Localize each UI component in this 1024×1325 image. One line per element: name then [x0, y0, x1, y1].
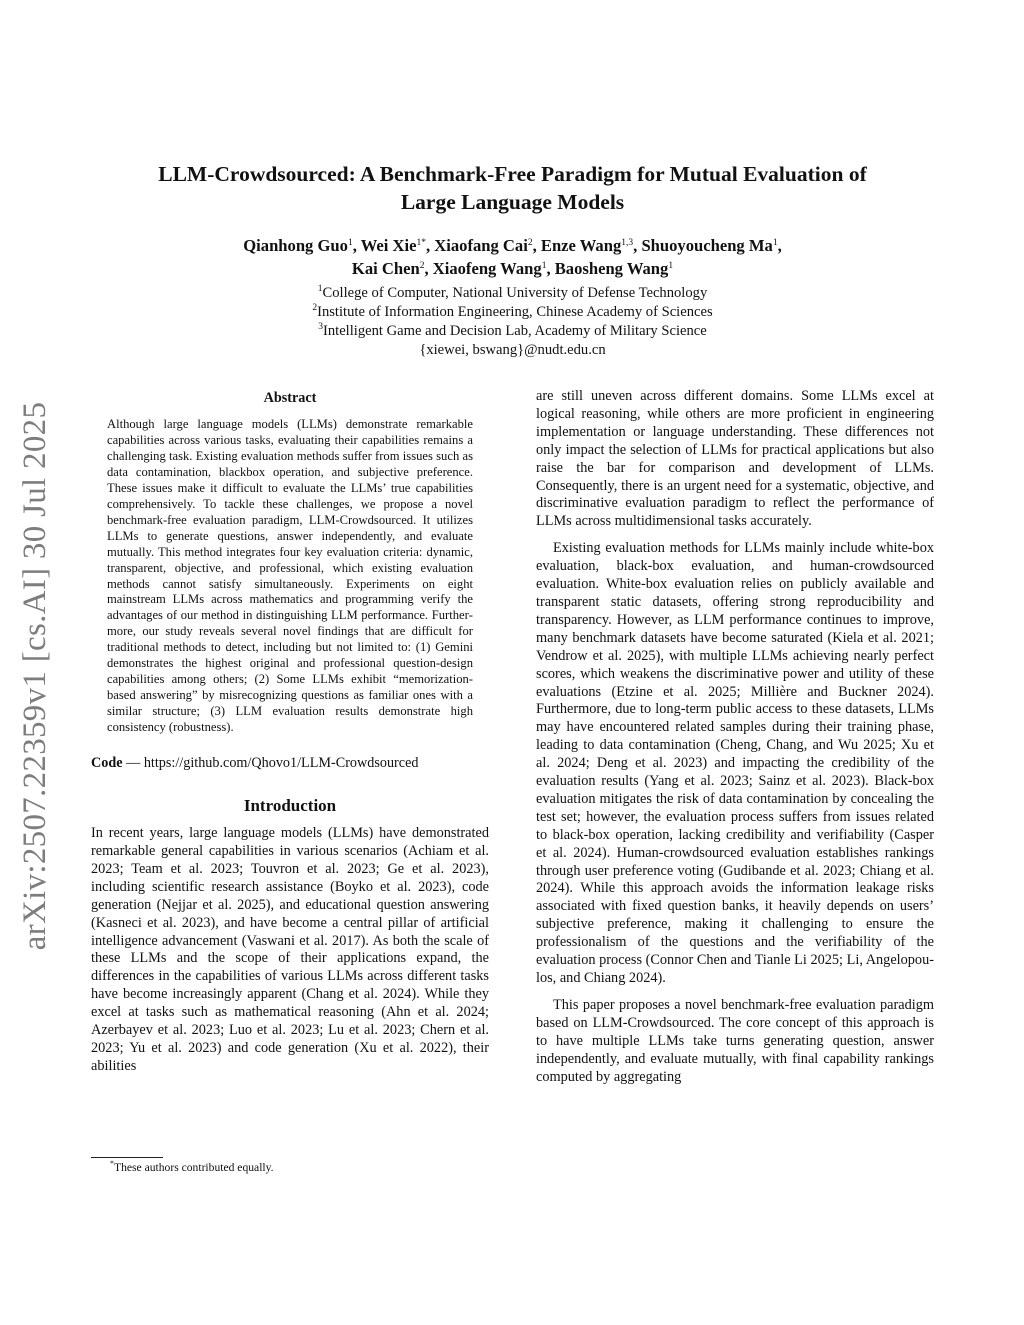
author-affiliation-mark: 1	[347, 238, 353, 248]
footnote	[110, 1161, 274, 1175]
code-separator: —	[122, 755, 144, 772]
code-repository-link[interactable]: https://github.com/Qhovo1/LLM-Crowdsourced	[143, 755, 419, 772]
author-name: Xiaofang Cai	[434, 236, 528, 255]
intro-paragraph-2: Existing evaluation methods for LLMs mainly include white-box evaluation, black-box evaluation, and human-crowdsourced evaluation. White-box evaluation relies on publicly available and transparent static datasets, offering strong reproducibility and transparency. However, as LLM performance continues to improve, many benchmark datasets have become saturated (Kiela et al. 2021; Vendrow et al. 2025), with multiple LLMs achieving nearly perfect scores, which weakens the discriminative power and utility of these evaluations (Etzine et al. 2025; Millière and Buckner 2024). Furthermore, due to long-term public access to these datasets, LLMs may have encountered related samples during their training phase, leading to data contamination (Cheng, Chang, and Wu 2025; Xu et al. 2024; Deng et al. 2023) and impacting the credibility of the evaluation results (Yang et al. 2023; Sainz et al. 2023). Black-box evaluation mitigates the risk of data contamination by concealing the test set; however, the evaluation process suffers from issues related to black-box operation, lacking credibility and verifiability (Casper et al. 2024). Human-crowdsourced evaluation establishes rankings through user preference voting (Gudibande et al. 2023; Chiang et al. 2024). While this approach avoids the information leakage risks associated with fixed question banks, it heavily depends on users’ subjective preference, making it challenging to ensure the professionalism of the questions and the verifiability of the evaluation process (Connor Chen and Tianle Li 2025; Li, Angelopoulos, and Chiang 2024).	[536, 540, 934, 986]
introduction-heading: Introduction	[243, 796, 337, 816]
title-line-2: Large Language Models	[400, 190, 625, 214]
author-affiliation-mark: 2	[419, 261, 425, 271]
intro-paragraph-1-continued: are still uneven across different domains. Some LLMs excel at logical reasoning, while others are more proficient in engineering implementation or language understanding. These differences not only impact the selection of LLMs for practical applications but also raise the bar for comparison and development of LLMs. Consequently, there is an urgent need for a systematic, objective, and discriminative evaluation paradigm to reflect the performance of LLMs across multidimensional tasks accurately.	[536, 388, 934, 530]
left-column	[91, 388, 489, 1076]
affiliation-3	[90, 322, 935, 341]
author-name: Xiaofeng Wang	[432, 259, 542, 278]
author-affiliation-mark: 2	[527, 238, 533, 248]
affiliation-mark: 3	[318, 322, 323, 332]
author-affiliation-mark: 1	[772, 238, 778, 248]
affiliation-1	[90, 284, 935, 303]
code-label: Code	[91, 755, 123, 772]
paper-title	[90, 160, 935, 216]
right-column	[536, 388, 934, 1086]
paper-header	[90, 160, 935, 360]
footnote-text: These authors contributed equally.	[114, 1161, 274, 1174]
author-name: Wei Xie	[360, 236, 417, 255]
affiliation-text: College of Computer, National University of Defense Technology	[322, 285, 708, 301]
arxiv-identifier[interactable]: arXiv:2507.22359v1 [cs.AI] 30 Jul 2025	[17, 401, 53, 951]
title-line-1: LLM-Crowdsourced: A Benchmark-Free Paradigm for Mutual Evaluation of	[158, 162, 867, 186]
abstract-heading: Abstract	[263, 390, 317, 406]
author-list	[90, 234, 935, 280]
intro-paragraph-1: In recent years, large language models (LLMs) have demonstrated remarkable general capabilities in various scenarios (Achiam et al. 2023; Team et al. 2023; Touvron et al. 2023; Ge et al. 2023), including scientific research assistance (Boyko et al. 2023), code generation (Nejjar et al. 2025), and educational question answering (Kasneci et al. 2023), and have become a central pillar of artificial intelligence advancement (Vaswani et al. 2017). As both the scale of these LLMs and the scope of their applications expand, the differences in the capabilities of various LLMs across different tasks have become increasingly apparent (Chang et al. 2024). While they excel at tasks such as mathematical reasoning (Ahn et al. 2024; Azerbayev et al. 2023; Luo et al. 2023; Lu et al. 2023; Chern et al. 2023; Yu et al. 2023) and code generation (Xu et al. 2022), their abilities	[91, 825, 489, 1074]
author-line-2: Kai Chen$^2$, Xiaofeng Wang$^1$, Baosheng Wang$^1$	[351, 259, 674, 278]
author-line-1: Qianhong Guo$^1$, Wei Xie$^{1*}$, Xiaofang Cai$^2$, Enze Wang$^{1,3}$, Shuoyoucheng Ma$^1$,	[243, 236, 782, 255]
author-affiliation-mark: 1	[541, 261, 547, 271]
author-affiliation-mark: 1	[668, 261, 674, 271]
footnote-mark: *	[110, 1159, 114, 1168]
author-name: Baosheng Wang	[554, 259, 669, 278]
affiliation-text: Institute of Information Engineering, Chinese Academy of Sciences	[317, 304, 713, 320]
author-name: Kai Chen	[351, 259, 420, 278]
affiliation-text: Intelligent Game and Decision Lab, Academy of Military Science	[322, 323, 707, 339]
affiliation-mark: 1	[317, 284, 323, 294]
author-affiliation-mark: 1*	[416, 238, 426, 248]
affiliation-2	[90, 303, 935, 322]
intro-paragraph-3: This paper proposes a novel benchmark-free evaluation paradigm based on LLM-Crowdsourced. The core concept of this approach is to have multiple LLMs take turns generating question, answer independently, and evaluate mutually, with final capability rankings computed by aggregating	[536, 996, 934, 1085]
author-name: Shuoyoucheng Ma	[641, 236, 773, 255]
abstract-text: Although large language models (LLMs) demonstrate remarkable capabilities across various tasks, evaluating their capabilities remains a challenging task. Existing evaluation methods suffer from issues such as data contamination, blackbox operation, and subjective preference. These issues make it difficult to evaluate the LLMs’ true capabilities comprehensively. To tackle these challenges, we propose a novel benchmark-free evaluation paradigm, LLM-Crowdsourced. It utilizes LLMs to generate questions, answer independently, and evaluate mutually. This method integrates four key evaluation criteria: dynamic, transparent, objective, and professional, which existing evaluation methods cannot satisfy simultaneously. Experiments on eight mainstream LLMs across mathematics and programming verify the advantages of our method in distinguishing LLM performance. Furthermore, our study reveals several novel findings that are difficult for traditional methods to detect, including but not limited to: (1) Gemini demonstrates the highest original and professional question-design capabilities among others; (2) Some LLMs exhibit “memorization-based answering” by misrecognizing questions as familiar ones with a similar structure; (3) LLM evaluation results demonstrate high consistency (robustness).	[107, 417, 473, 735]
affiliation-list	[90, 284, 935, 360]
footnote-divider	[91, 1157, 163, 1158]
author-name: Qianhong Guo	[243, 236, 348, 255]
author-affiliation-mark: 1,3	[621, 238, 634, 248]
author-name: Enze Wang	[540, 236, 622, 255]
code-link-line	[91, 754, 489, 773]
author-email[interactable]: {xiewei, bswang}@nudt.edu.cn	[419, 342, 606, 358]
affiliation-mark: 2	[312, 303, 318, 313]
